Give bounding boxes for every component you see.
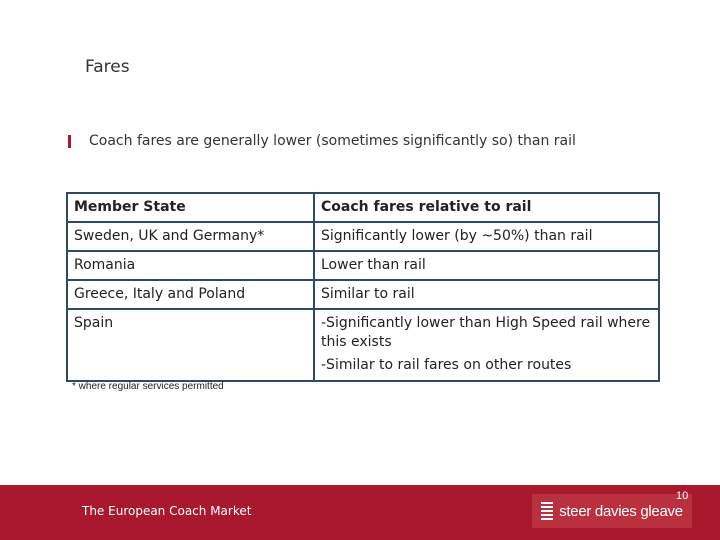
member-state-cell: Romania [67, 251, 314, 280]
footnote: * where regular services permitted [72, 381, 224, 392]
table-row [67, 280, 659, 309]
coach-fare-cell: Lower than rail [314, 251, 659, 280]
coach-fare-cell [314, 309, 659, 381]
footer-title: The European Coach Market [82, 504, 252, 518]
table-row [67, 309, 659, 381]
page-number: 10 [676, 490, 689, 502]
logo-mark-icon [541, 502, 553, 520]
member-state-cell: Greece, Italy and Poland [67, 280, 314, 309]
footer-bar [0, 485, 720, 540]
logo-text: steer davies gleave [559, 502, 683, 520]
company-logo [532, 494, 692, 528]
member-state-cell: Sweden, UK and Germany* [67, 222, 314, 251]
coach-fare-cell: Similar to rail [314, 280, 659, 309]
column-header-member-state: Member State [67, 193, 314, 222]
table-header-row [67, 193, 659, 222]
coach-fare-line: -Significantly lower than High Speed rail where this exists [321, 315, 651, 350]
member-state-cell: Spain [67, 309, 314, 381]
column-header-coach-fares: Coach fares relative to rail [314, 193, 659, 222]
slide-title: Fares [85, 57, 130, 77]
bullet-marker-icon [68, 135, 71, 148]
coach-fare-line: -Similar to rail fares on other routes [321, 357, 572, 373]
table-row [67, 251, 659, 280]
coach-fare-cell: Significantly lower (by ~50%) than rail [314, 222, 659, 251]
bullet-text: Coach fares are generally lower (sometimes significantly so) than rail [89, 133, 576, 149]
fares-table [66, 192, 660, 382]
table-row [67, 222, 659, 251]
bullet-point [68, 133, 576, 149]
